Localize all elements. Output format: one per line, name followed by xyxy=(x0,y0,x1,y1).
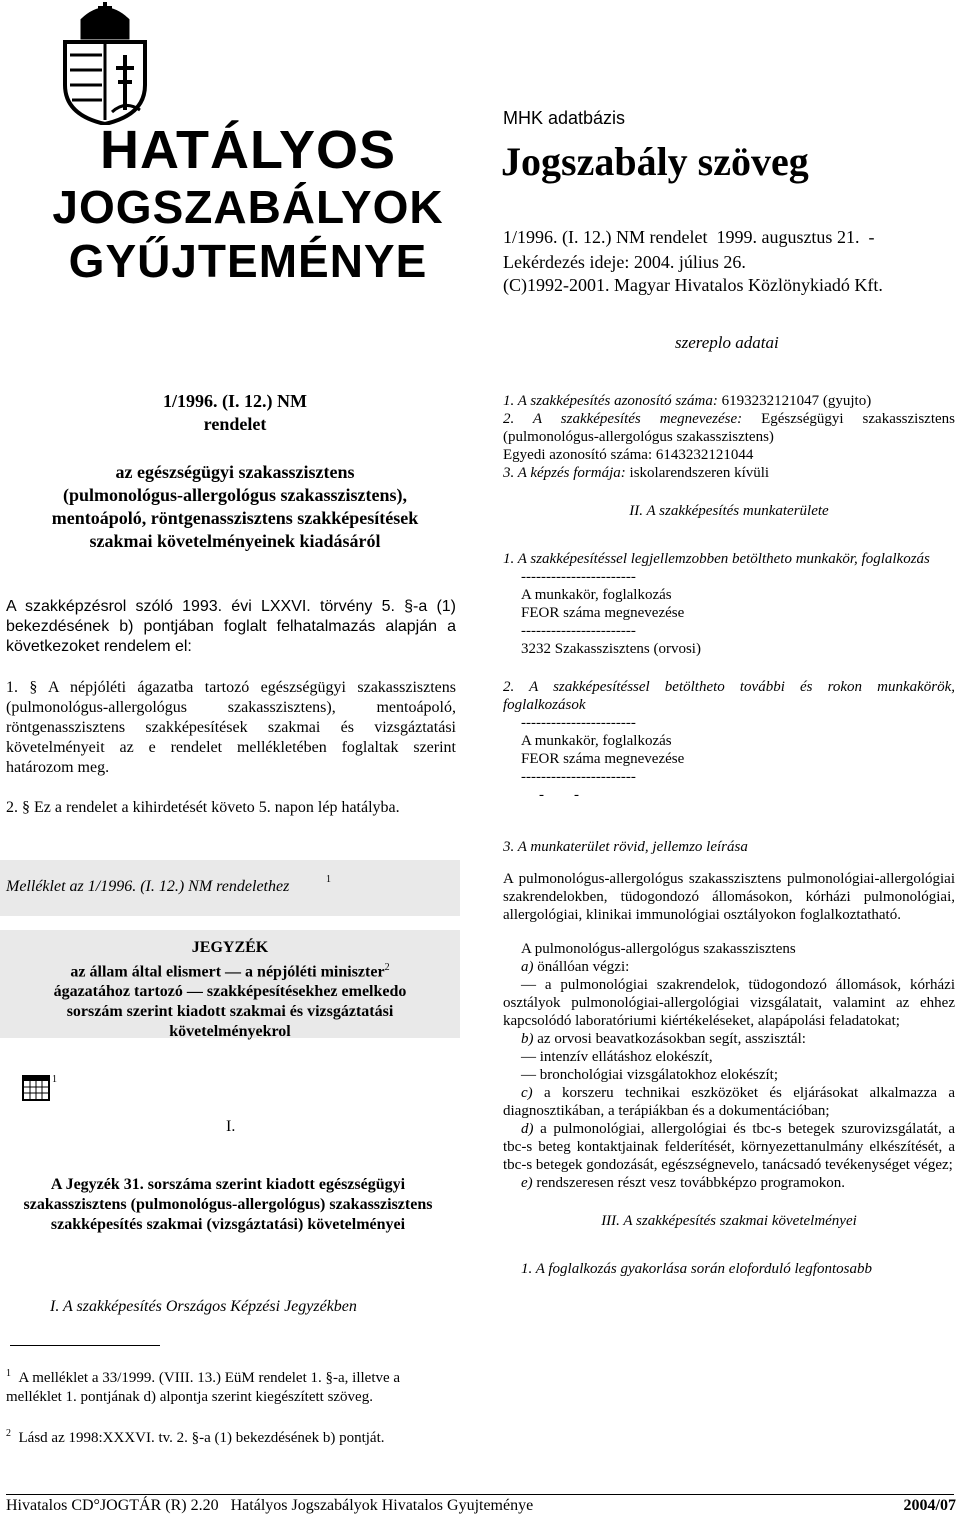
logo-line-1: HATÁLYOS xyxy=(99,120,397,180)
dash-line: ----------------------- xyxy=(521,623,636,639)
footnote-1-text: A melléklet a 33/1999. (VIII. 13.) EüM rendelet 1. §-a, illetve a melléklet 1. pontjának d) alpontja szerint kiegészített szöveg. xyxy=(6,1370,401,1405)
job-row-1: 3232 Szakasszisztens (orvosi) xyxy=(521,641,701,657)
qualification-id-label: 1. A szakképesítés azonosító száma: xyxy=(503,393,718,409)
footnote-1 xyxy=(6,1364,456,1407)
feor-header: FEOR száma megnevezése xyxy=(521,751,685,767)
task-b xyxy=(503,1030,955,1048)
task-c xyxy=(503,1084,955,1120)
task-e xyxy=(503,1174,955,1192)
task-e-label: e) xyxy=(521,1175,533,1191)
task-a-item-1: — a pulmonológiai szakrendelok, tüdogondozó állomások, kórházi osztályok pulmonológiai-allergológiai vizsgálatait, valamint az ehhez kapcsolódó laboratóriumi kiértékeléseket, alapápolási feladatokat; xyxy=(503,977,955,1029)
section-heading-III: III. A szakképesítés szakmai követelményei xyxy=(601,1213,857,1229)
dash-line: ----------------------- xyxy=(521,769,636,785)
list-title-5: követelményekrol xyxy=(169,1023,291,1041)
table-footnote-ref: 1 xyxy=(52,1074,57,1085)
qualification-id xyxy=(503,392,955,410)
qualification-name-label: 2. A szakképesítés megnevezése: xyxy=(503,411,743,427)
list-title-4: sorszám szerint kiadott szakmai és vizsgáztatási xyxy=(66,1003,394,1021)
intro-paragraph: A szakképzésrol szóló 1993. évi LXXVI. törvény 5. §-a (1) bekezdésének b) pontjában foglalt felhatalmazás alapján a következoket rendelem el: xyxy=(6,598,456,655)
title-line-1: 1/1996. (I. 12.) NM xyxy=(163,391,307,411)
logo-line-2: JOGSZABÁLYOK xyxy=(52,181,444,233)
decree-title xyxy=(0,390,470,553)
title-line-4: (pulmonológus-allergológus szakasszisztens), xyxy=(62,485,408,505)
task-c-text: a korszeru technikai eszközöket és eljárásokat alkalmazza a diagnosztikában, a terápiákban és a dokumentációban; xyxy=(503,1085,955,1119)
okj-heading: I. A szakképesítés Országos Képzési Jegyzékben xyxy=(50,1298,357,1315)
table-icon[interactable] xyxy=(22,1075,50,1106)
section-heading-I: I. xyxy=(226,1118,236,1135)
training-form-label: 3. A képzés formája: xyxy=(503,465,626,481)
footnote-1-number: 1 xyxy=(6,1368,11,1379)
footer-edition: 2004/07 xyxy=(903,1497,956,1514)
task-a-label: a) xyxy=(521,959,534,975)
paragraph-1: 1. § A népjóléti ágazatba tartozó egészségügyi szakasszisztens (pulmonológus-allergológus szakasszisztens), mentoápoló, röntgenasszisztens szakképesítések szakmai és vizsgáztatási követelményeit az e rendelet mellékletében foglaltak szerint határozom meg. xyxy=(6,679,456,776)
job-table-1 xyxy=(503,568,955,658)
footer-source: Hivatalos CD°JOGTÁR (R) 2.20 Hatályos Jogszabályok Hivatalos Gyujteménye xyxy=(6,1497,534,1514)
task-b-label: b) xyxy=(521,1031,534,1047)
title-line-5: mentoápoló, röntgenasszisztens szakképesítések xyxy=(51,508,419,528)
annex-box xyxy=(0,860,460,916)
coat-of-arms-logo xyxy=(50,0,160,125)
query-date: Lekérdezés ideje: 2004. július 26. xyxy=(503,252,746,272)
footnote-separator xyxy=(10,1345,160,1346)
task-a xyxy=(503,958,955,976)
training-form xyxy=(503,464,955,482)
job-header: A munkakör, foglalkozás xyxy=(521,587,672,603)
empty-job-row: - - xyxy=(539,787,579,803)
right-column xyxy=(503,392,955,1278)
title-line-6: szakmai követelményeinek kiadásáról xyxy=(89,531,381,551)
workplace-description: A pulmonológus-allergológus szakasszisztens pulmonológiai-allergológiai szakrendelokben, tüdogondozó állomásokon, kórházi pulmonológiai, allergológiai, klinikai immunológiai osztályokon foglalkoztatható. xyxy=(503,871,955,923)
logo-line-3: GYŰJTEMÉNYE xyxy=(68,235,428,287)
participants-link[interactable]: szereplo adatai xyxy=(675,333,779,352)
dash-line: ----------------------- xyxy=(521,569,636,585)
task-b-item-1: — intenzív ellátáshoz elokészít, xyxy=(521,1049,713,1065)
task-a-text: önállóan végzi: xyxy=(537,959,630,975)
task-e-text: rendszeresen részt vesz továbbképzo programokon. xyxy=(536,1175,846,1191)
subsection-III-1: 1. A foglalkozás gyakorlása során eloforduló legfontosabb xyxy=(521,1261,872,1277)
list-title-2-text: az állam által elismert — a népjóléti miniszter xyxy=(70,963,385,981)
task-b-item-2: — bronchológiai vizsgálatokhoz elokészít; xyxy=(521,1067,779,1083)
list-title-box xyxy=(0,930,460,1041)
annex-heading: Melléklet az 1/1996. (I. 12.) NM rendelethez xyxy=(6,878,290,895)
list-footnote-ref: 2 xyxy=(384,962,390,973)
qualification-name xyxy=(503,410,955,446)
copyright-line: (C)1992-2001. Magyar Hivatalos Közlönykiadó Kft. xyxy=(503,275,883,295)
qualification-id-value: 6193232121047 (gyujto) xyxy=(721,393,872,409)
subsection-1-title: 1. A szakképesítéssel legjellemzobben betöltheto munkakör, foglalkozás xyxy=(503,551,930,567)
list-title-2 xyxy=(0,958,460,982)
footnote-2-text: Lásd az 1998:XXXVI. tv. 2. §-a (1) bekezdésének b) pontját. xyxy=(18,1430,385,1446)
logo-wordmark xyxy=(8,120,488,288)
task-c-label: c) xyxy=(521,1085,533,1101)
title-line-2: rendelet xyxy=(203,414,267,434)
subsection-2-title: 2. A szakképesítéssel betöltheto további és rokon munkakörök, foglalkozások xyxy=(503,679,955,713)
job-table-2 xyxy=(503,714,955,804)
jegyzek-title: A Jegyzék 31. sorszáma szerint kiadott egészségügyi szakasszisztens (pulmonológus-allergológus) szakasszisztens szakképesítés szakmai (vizsgáztatási) követelményei xyxy=(23,1176,433,1233)
task-b-text: az orvosi beavatkozásokban segít, asszisztál: xyxy=(537,1031,806,1047)
unique-id: Egyedi azonosító száma: 6143232121044 xyxy=(503,447,754,463)
section-heading-II: II. A szakképesítés munkaterülete xyxy=(629,503,829,519)
subsection-3-title: 3. A munkaterület rövid, jellemzo leírása xyxy=(503,839,748,855)
tasks-intro: A pulmonológus-allergológus szakasszisztens xyxy=(521,941,796,957)
task-d-text: a pulmonológiai, allergológiai és tbc-s betegek szurovizsgálatát, a tbc-s beteg kontaktjainak felderítését, környezettanulmány elkészítését, a tbc-s betegek gondozását, egészségnevelo, tanácsadó tevékenységet végez; xyxy=(503,1121,955,1173)
qualification-name-value: Egészségügyi szakasszisztens (pulmonológus-allergológus szakasszisztens) xyxy=(503,411,956,445)
feor-header: FEOR száma megnevezése xyxy=(521,605,685,621)
training-form-value: iskolarendszeren kívüli xyxy=(629,465,770,481)
footnote-2 xyxy=(6,1424,456,1448)
footer-rule xyxy=(6,1494,954,1495)
database-label: MHK adatbázis xyxy=(503,108,626,128)
list-title-3: ágazatához tartozó — szakképesítésekhez emelkedo xyxy=(53,983,407,1001)
reference-line: 1/1996. (I. 12.) NM rendelet 1999. augusztus 21. - xyxy=(503,227,875,247)
footnote-2-number: 2 xyxy=(6,1428,11,1439)
task-d xyxy=(503,1120,955,1174)
annex-footnote-ref: 1 xyxy=(326,874,331,885)
document-type-title: Jogszabály szöveg xyxy=(501,139,809,184)
list-title-1: JEGYZÉK xyxy=(191,939,269,956)
paragraph-2: 2. § Ez a rendelet a kihirdetését követo 5. napon lép hatályba. xyxy=(6,799,400,816)
dash-line: ----------------------- xyxy=(521,715,636,731)
task-d-label: d) xyxy=(521,1121,534,1137)
title-line-3: az egészségügyi szakasszisztens xyxy=(115,462,355,482)
job-header: A munkakör, foglalkozás xyxy=(521,733,672,749)
